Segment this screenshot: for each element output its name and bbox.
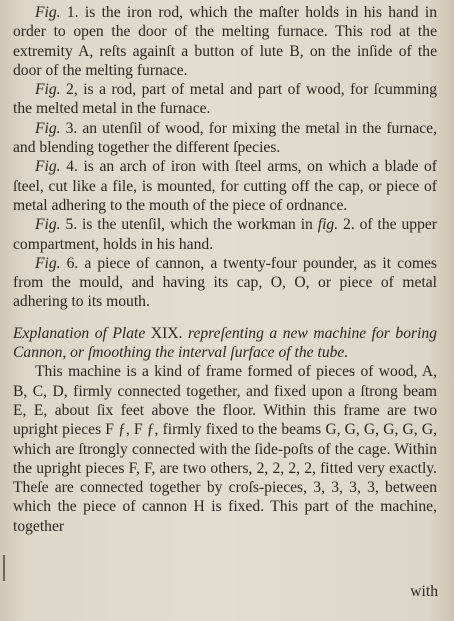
- figure-5-description: Fig. 5. is the utenſil, which the workman in fig. 2. of the upper compartment, holds in his hand.: [13, 216, 437, 253]
- plate-number: XIX.: [150, 324, 183, 342]
- fig-label: Fig.: [35, 158, 61, 176]
- fig-reference: fig.: [317, 216, 339, 234]
- catchword: with: [410, 583, 438, 600]
- figure-1-description: Fig. 1. is the iron rod, which the maſter holds in his hand in order to open the door of the melting furnace. This rod at the extremity A, reſts againſt a button of lute B, on the inſide of the door of the melting furnace.: [13, 4, 437, 79]
- fig-label: Fig.: [35, 119, 61, 137]
- fig-label: Fig.: [35, 81, 61, 99]
- figure-4-description: Fig. 4. is an arch of iron with ſteel arms, on which a blade of ſteel, cut like a file, is mounted, for cutting off the cap, or piece of metal adhering to the mouth of the piece of ordnance.: [13, 158, 437, 214]
- machine-description: This machine is a kind of frame formed of pieces of wood, A, B, C, D, firmly connected together, and fixed upon a ſtrong beam E, E, about ſix feet above the floor. Within this frame are two upright pieces F ƒ, F ƒ, firmly fixed to the beams G, G, G, G, G, G, which are ſtrongly connected with the ſide-poſts of the cage. Within the upright pieces F, F, are two others, 2, 2, 2, 2, fitted very exactly. Theſe are connected together by croſs-pieces, 3, 3, 3, 3, between which the piece of cannon H is fixed. This part of the machine, together: [13, 363, 437, 535]
- fig-label: Fig.: [35, 4, 61, 21]
- fig-label: Fig.: [35, 216, 61, 234]
- fig-label: Fig.: [35, 254, 61, 272]
- figure-3-description: Fig. 3. an utenſil of wood, for mixing the metal in the furnace, and blending together the different ſpecies.: [13, 119, 437, 157]
- page-text: [13, 3, 437, 536]
- figure-2-description: Fig. 2, is a rod, part of metal and part of wood, for ſcumming the melted metal in the furnace.: [13, 81, 437, 118]
- figure-6-description: Fig. 6. a piece of cannon, a twenty-four pounder, as it comes from the mould, and having its cap, O, O, or piece of metal adhering to its mouth.: [13, 254, 437, 311]
- plate-caption: Explanation of Plate XIX. repreſenting a new machine for boring Cannon, or ſmoothing the interval ſurface of the tube.: [13, 324, 437, 362]
- margin-line: [3, 555, 5, 581]
